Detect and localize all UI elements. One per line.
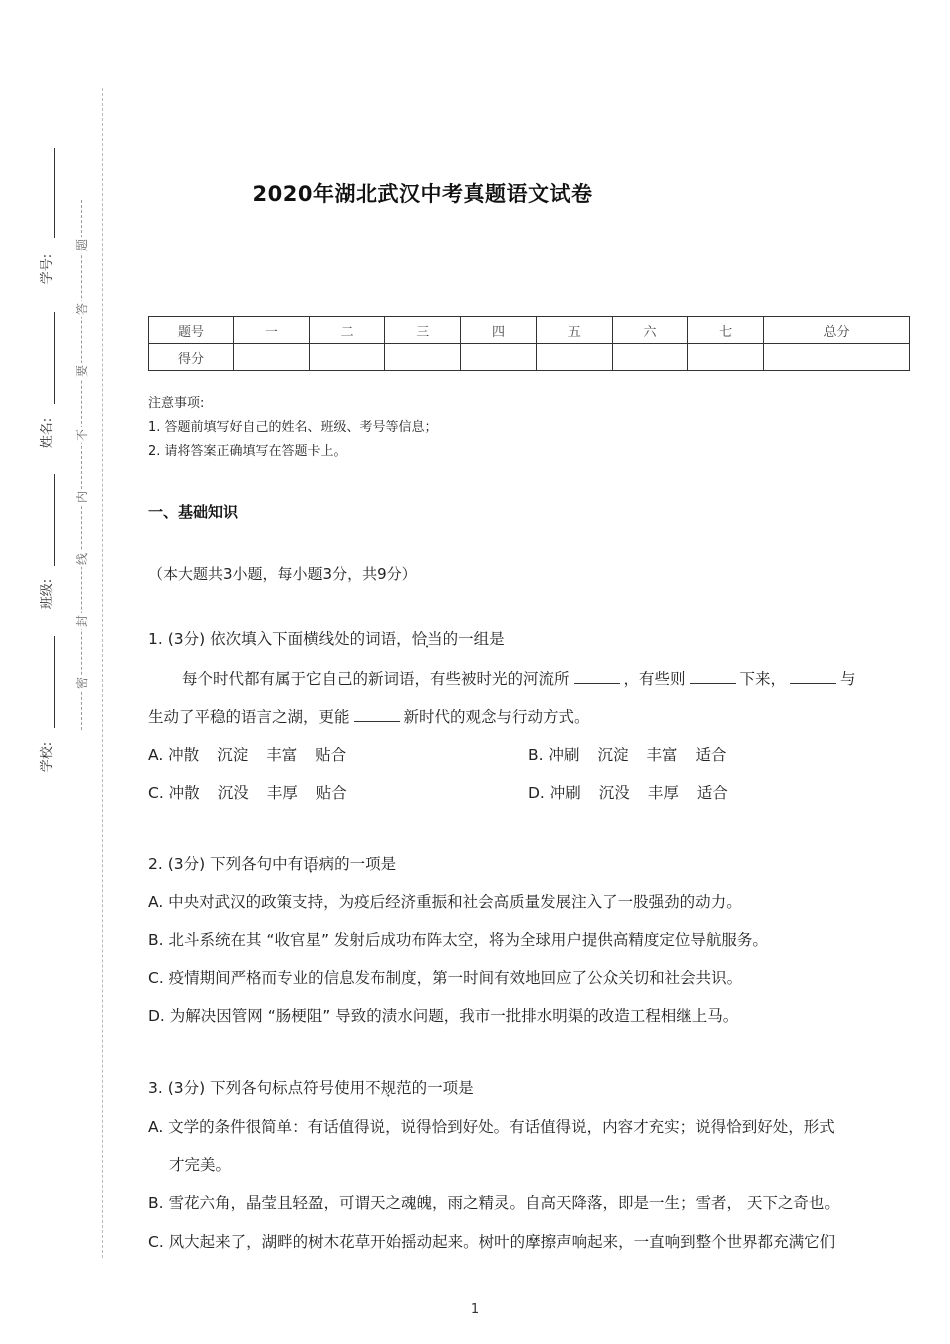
score-cell: [688, 344, 764, 371]
option-word: 丰厚: [647, 784, 679, 802]
table-cell: 题号: [149, 317, 234, 344]
seal-char: 要: [75, 365, 89, 378]
seal-char: 不: [75, 429, 89, 442]
table-cell: 七: [688, 317, 764, 344]
passage-text: 生动了平稳的语言之湖，更能: [148, 708, 350, 726]
name-line: [54, 312, 55, 404]
score-cell: [612, 344, 688, 371]
option-label: D. 冲刷: [528, 784, 581, 802]
seal-char: 内: [75, 491, 89, 504]
name-label: 姓名:: [40, 417, 55, 449]
emphasis-text: 有语病: [287, 855, 335, 873]
passage-text: 下来，: [739, 670, 787, 688]
score-table-header-row: [149, 317, 910, 344]
stem-text: 的一项是: [411, 1079, 474, 1097]
table-cell: 四: [461, 317, 537, 344]
fill-blank: [354, 705, 400, 722]
question-1-passage-line-1: [182, 667, 856, 690]
option-word: 丰富: [266, 746, 298, 764]
question-2-stem: [148, 853, 396, 875]
score-table: [148, 316, 910, 371]
stem-text: 1. (3分) 依次填入下面横线处的词语，: [148, 630, 412, 648]
seal-char: 题: [75, 239, 89, 252]
option-label: C. 冲散: [148, 784, 200, 802]
question-3-option-b: B. 雪花六角，晶莹且轻盈，可谓天之魂魄，雨之精灵。自高天降落，即是一生；雪者， 天下之奇也。: [148, 1194, 840, 1212]
option-word: 沉淀: [597, 746, 629, 764]
seal-char: 线: [75, 553, 89, 566]
option-word: 贴合: [315, 784, 347, 802]
table-cell: 得分: [149, 344, 234, 371]
question-3-option-a: A. 文学的条件很简单：有话值得说，说得恰到好处。有话值得说，内容才充实；说得恰到好处，形式: [148, 1118, 835, 1136]
option-word: 丰厚: [266, 784, 298, 802]
class-label: 班级:: [40, 578, 55, 610]
section-title: 一、基础知识: [148, 503, 239, 521]
score-cell: [385, 344, 461, 371]
table-cell: 二: [309, 317, 385, 344]
table-cell: 三: [385, 317, 461, 344]
notes-heading: 注意事项:: [148, 396, 205, 411]
seal-char: 答: [75, 303, 89, 316]
question-3-option-a-cont: 才完美。: [169, 1156, 232, 1174]
question-1-option-c: [148, 781, 365, 803]
option-label: A. 冲散: [148, 746, 200, 764]
seal-dotted-line: [81, 200, 82, 730]
passage-text: 每个时代都有属于它自己的新词语，有些被时光的河流所: [182, 670, 570, 688]
notes-item: 2. 请将答案正确填写在答题卡上。: [148, 444, 347, 459]
question-2-option-c: C. 疫情期间严格而专业的信息发布制度，第一时间有效地回应了公众关切和社会共识。: [148, 969, 743, 987]
student-id-label: 学号:: [40, 253, 55, 285]
score-cell: [309, 344, 385, 371]
binding-dashed-line: [102, 88, 103, 1258]
option-label: B. 冲刷: [528, 746, 580, 764]
stem-text: 2. (3分) 下列各句中: [148, 855, 288, 873]
score-cell: [536, 344, 612, 371]
passage-text: 与: [840, 670, 856, 688]
stem-text: 的一组是: [442, 630, 505, 648]
option-word: 沉没: [217, 784, 249, 802]
option-word: 沉没: [598, 784, 630, 802]
option-word: 贴合: [315, 746, 347, 764]
stem-text: 3. (3分) 下列各句标点符号使用: [148, 1079, 366, 1097]
option-word: 适合: [696, 784, 728, 802]
seal-char: 封: [75, 615, 89, 628]
stem-text: 的一项是: [334, 855, 397, 873]
question-2-option-b: B. 北斗系统在其 “收官星” 发射后成功布阵太空，将为全球用户提供高精度定位导航服务。: [148, 931, 768, 949]
question-3-stem: [148, 1077, 474, 1099]
score-cell: [234, 344, 310, 371]
page-title: 2020年湖北武汉中考真题语文试卷: [252, 182, 593, 206]
score-cell: [461, 344, 537, 371]
emphasis-text: 恰当: [411, 630, 443, 648]
question-1-passage-line-2: [148, 705, 590, 728]
passage-text: ，有些则: [623, 670, 686, 688]
table-cell: 六: [612, 317, 688, 344]
score-table-score-row: [149, 344, 910, 371]
table-cell: 一: [234, 317, 310, 344]
question-2-option-d: D. 为解决因管网 “肠梗阻” 导致的渍水问题，我市一批排水明渠的改造工程相继上马。: [148, 1007, 739, 1025]
option-word: 适合: [695, 746, 727, 764]
option-word: 沉淀: [217, 746, 249, 764]
notes: [148, 392, 438, 464]
question-2-option-a: A. 中央对武汉的政策支持，为疫后经济重振和社会高质量发展注入了一股强劲的动力。: [148, 893, 742, 911]
question-1-stem: [148, 628, 505, 650]
seal-char: 密: [75, 677, 89, 690]
table-cell: 总分: [764, 317, 910, 344]
question-3-option-c: C. 风大起来了，湖畔的树木花草开始摇动起来。树叶的摩擦声响起来，一直响到整个世界都充满它们: [148, 1233, 836, 1251]
fill-blank: [790, 667, 836, 684]
fill-blank: [574, 667, 620, 684]
option-word: 丰富: [646, 746, 678, 764]
emphasis-text: 不规范: [365, 1079, 412, 1097]
table-cell: 五: [536, 317, 612, 344]
question-1-option-d: [528, 781, 746, 803]
class-line: [54, 474, 55, 566]
fill-blank: [690, 667, 736, 684]
school-label: 学校:: [40, 741, 55, 773]
question-1-option-a: [148, 743, 364, 765]
section-instructions: （本大题共3小题，每小题3分，共9分）: [148, 565, 417, 583]
passage-text: 新时代的观念与行动方式。: [403, 708, 590, 726]
question-1-option-b: [528, 743, 745, 765]
page-number: 1: [470, 1302, 480, 1317]
score-cell: [764, 344, 910, 371]
notes-item: 1. 答题前填写好自己的姓名、班级、考号等信息；: [148, 420, 438, 435]
school-line: [54, 636, 55, 728]
